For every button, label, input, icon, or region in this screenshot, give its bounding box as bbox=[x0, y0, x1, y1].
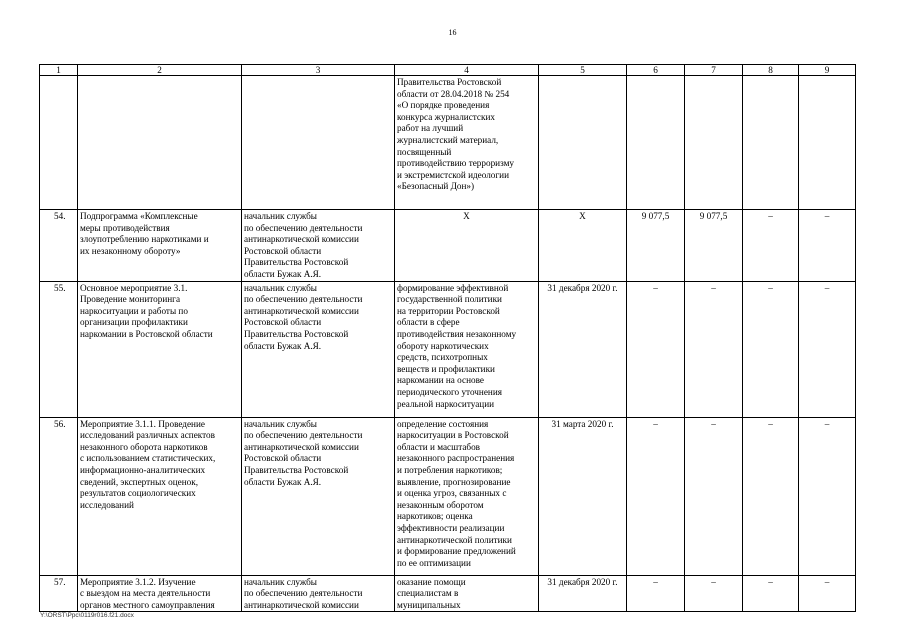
responsible-executor-line: антинаркотической комиссии bbox=[244, 234, 359, 245]
measure-name-line: с использованием статистических, bbox=[80, 453, 216, 464]
responsible-executor-line: Правительства Ростовской bbox=[244, 328, 349, 339]
federal-budget: – bbox=[743, 281, 799, 417]
responsible-executor-line: области Бужак А.Я. bbox=[244, 268, 322, 279]
expected-result-line: Х bbox=[463, 211, 470, 221]
completion-date bbox=[539, 76, 627, 210]
header-cell: 8 bbox=[743, 65, 799, 76]
measure-name-line: наркомании в Ростовской области bbox=[80, 328, 213, 339]
measure-name-line: результатов социологических bbox=[80, 488, 196, 499]
table-row bbox=[40, 417, 856, 575]
expected-result-line: журналистский материал, bbox=[397, 134, 499, 145]
responsible-executor-line: Ростовской области bbox=[244, 245, 322, 256]
expected-result-line: антинаркотической политики bbox=[397, 534, 512, 545]
header-cell: 1 bbox=[40, 65, 78, 76]
responsible-executor-line: области Бужак А.Я. bbox=[244, 340, 322, 351]
header-cell: 4 bbox=[395, 65, 539, 76]
responsible-executor-line: по обеспечению деятельности bbox=[244, 588, 363, 599]
expected-result-line: наркомании на основе bbox=[397, 375, 484, 386]
expected-result-line: и потребления наркотиков; bbox=[397, 464, 503, 475]
federal-budget: – bbox=[743, 417, 799, 575]
responsible-executor-line: начальник службы bbox=[244, 418, 317, 429]
responsible-executor bbox=[242, 76, 395, 210]
expected-result-line: области в сфере bbox=[397, 317, 460, 328]
measure-name bbox=[78, 210, 242, 282]
federal-budget: – bbox=[743, 575, 799, 612]
total-funding: 9 077,5 bbox=[627, 210, 685, 282]
regional-budget: – bbox=[685, 575, 743, 612]
expected-result-line: наркотиков; оценка bbox=[397, 511, 473, 522]
expected-result-line: средств, психотропных bbox=[397, 352, 488, 363]
responsible-executor-line: Правительства Ростовской bbox=[244, 464, 349, 475]
expected-result-line: государственной политики bbox=[397, 294, 502, 305]
expected-result-line: выявление, прогнозирование bbox=[397, 476, 511, 487]
total-funding: – bbox=[627, 281, 685, 417]
expected-result-line: «О порядке проведения bbox=[397, 100, 490, 111]
table-row bbox=[40, 281, 856, 417]
expected-result bbox=[395, 417, 539, 575]
expected-result-line: веществ и профилактики bbox=[397, 363, 495, 374]
file-path-footer: Y:\ORST\Ppc\0119r016.f21.docx bbox=[40, 612, 134, 619]
responsible-executor-line: Ростовской области bbox=[244, 453, 322, 464]
responsible-executor bbox=[242, 417, 395, 575]
measure-name-line: исследований различных аспектов bbox=[80, 430, 215, 441]
measure-name-line: информационно-аналитических bbox=[80, 464, 206, 475]
expected-result-line: эффективности реализации bbox=[397, 522, 505, 533]
row-number: 54. bbox=[40, 210, 78, 282]
row-number: 55. bbox=[40, 281, 78, 417]
other-sources: – bbox=[799, 417, 856, 575]
responsible-executor-line: Ростовской области bbox=[244, 317, 322, 328]
measure-name-line: Мероприятие 3.1.2. Изучение bbox=[80, 576, 196, 587]
expected-result bbox=[395, 281, 539, 417]
expected-result-line: Правительства Ростовской bbox=[397, 77, 502, 87]
regional-budget: 9 077,5 bbox=[685, 210, 743, 282]
measure-name-line: Основное мероприятие 3.1. bbox=[80, 282, 188, 293]
expected-result-line: формирование эффективной bbox=[397, 282, 509, 293]
measure-name-line: их незаконному обороту» bbox=[80, 245, 181, 256]
responsible-executor-line: антинаркотической комиссии bbox=[244, 599, 359, 610]
expected-result bbox=[395, 76, 539, 210]
expected-result bbox=[395, 210, 539, 282]
total-funding: – bbox=[627, 575, 685, 612]
measure-name bbox=[78, 76, 242, 210]
expected-result-line: и формирование предложений bbox=[397, 546, 516, 557]
responsible-executor-line: начальник службы bbox=[244, 576, 317, 587]
expected-result-line: работ на лучший bbox=[397, 123, 464, 134]
expected-result-line: области от 28.04.2018 № 254 bbox=[397, 88, 510, 99]
responsible-executor-line: антинаркотической комиссии bbox=[244, 305, 359, 316]
responsible-executor-line: по обеспечению деятельности bbox=[244, 222, 363, 233]
expected-result-line: реальной наркоситуации bbox=[397, 398, 495, 409]
responsible-executor bbox=[242, 210, 395, 282]
other-sources: – bbox=[799, 210, 856, 282]
responsible-executor-line: по обеспечению деятельности bbox=[244, 430, 363, 441]
row-number: 57. bbox=[40, 575, 78, 612]
expected-result-line: периодического уточнения bbox=[397, 386, 502, 397]
header-cell: 5 bbox=[539, 65, 627, 76]
responsible-executor bbox=[242, 575, 395, 612]
responsible-executor-line: начальник службы bbox=[244, 282, 317, 293]
table-row bbox=[40, 210, 856, 282]
expected-result-line: наркоситуации в Ростовской bbox=[397, 430, 509, 441]
completion-date: 31 декабря 2020 г. bbox=[539, 575, 627, 612]
header-cell: 6 bbox=[627, 65, 685, 76]
measure-name-line: меры противодействия bbox=[80, 222, 170, 233]
page-number: 16 bbox=[448, 28, 457, 37]
other-sources bbox=[799, 76, 856, 210]
completion-date: 31 декабря 2020 г. bbox=[539, 281, 627, 417]
row-number: 56. bbox=[40, 417, 78, 575]
measure-name-line: Подпрограмма «Комплексные bbox=[80, 211, 198, 221]
responsible-executor-line: начальник службы bbox=[244, 211, 317, 221]
other-sources: – bbox=[799, 281, 856, 417]
responsible-executor-line: области Бужак А.Я. bbox=[244, 476, 322, 487]
measure-name-line: наркоситуации и работы по bbox=[80, 305, 188, 316]
program-table bbox=[39, 64, 856, 612]
measure-name-line: Мероприятие 3.1.1. Проведение bbox=[80, 418, 205, 429]
expected-result-line: противодействию терроризму bbox=[397, 158, 514, 169]
table-row bbox=[40, 575, 856, 612]
measure-name-line: исследований bbox=[80, 499, 134, 510]
expected-result-line: незаконным оборотом bbox=[397, 499, 484, 510]
header-cell: 7 bbox=[685, 65, 743, 76]
completion-date: 31 марта 2020 г. bbox=[539, 417, 627, 575]
expected-result-line: незаконного распространения bbox=[397, 453, 515, 464]
expected-result-line: обороту наркотических bbox=[397, 340, 489, 351]
expected-result-line: оказание помощи bbox=[397, 576, 466, 587]
responsible-executor-line: по обеспечению деятельности bbox=[244, 294, 363, 305]
measure-name-line: сведений, экспертных оценок, bbox=[80, 476, 198, 487]
expected-result-line: конкурса журналистских bbox=[397, 111, 495, 122]
measure-name bbox=[78, 575, 242, 612]
measure-name bbox=[78, 281, 242, 417]
header-cell: 2 bbox=[78, 65, 242, 76]
measure-name-line: незаконного оборота наркотиков bbox=[80, 441, 208, 452]
expected-result-line: на территории Ростовской bbox=[397, 305, 500, 316]
expected-result-line: по ее оптимизации bbox=[397, 557, 471, 568]
responsible-executor-line: Правительства Ростовской bbox=[244, 257, 349, 268]
expected-result-line: посвященный bbox=[397, 146, 452, 157]
header-row bbox=[40, 65, 856, 76]
measure-name-line: злоупотреблению наркотиками и bbox=[80, 234, 209, 245]
responsible-executor bbox=[242, 281, 395, 417]
measure-name bbox=[78, 417, 242, 575]
header-cell: 3 bbox=[242, 65, 395, 76]
expected-result-line: и экстремистской идеологии bbox=[397, 169, 510, 180]
header-cell: 9 bbox=[799, 65, 856, 76]
expected-result-line: противодействия незаконному bbox=[397, 328, 517, 339]
completion-date: Х bbox=[539, 210, 627, 282]
measure-name-line: с выездом на места деятельности bbox=[80, 588, 211, 599]
expected-result bbox=[395, 575, 539, 612]
total-funding bbox=[627, 76, 685, 210]
expected-result-line: определение состояния bbox=[397, 418, 489, 429]
expected-result-line: и оценка угроз, связанных с bbox=[397, 488, 507, 499]
regional-budget bbox=[685, 76, 743, 210]
regional-budget: – bbox=[685, 417, 743, 575]
measure-name-line: органов местного самоуправления bbox=[80, 599, 215, 610]
expected-result-line: области и масштабов bbox=[397, 441, 481, 452]
federal-budget: – bbox=[743, 210, 799, 282]
other-sources: – bbox=[799, 575, 856, 612]
federal-budget bbox=[743, 76, 799, 210]
regional-budget: – bbox=[685, 281, 743, 417]
measure-name-line: организации профилактики bbox=[80, 317, 188, 328]
row-number bbox=[40, 76, 78, 210]
expected-result-line: «Безопасный Дон») bbox=[397, 181, 475, 192]
responsible-executor-line: антинаркотической комиссии bbox=[244, 441, 359, 452]
measure-name-line: Проведение мониторинга bbox=[80, 294, 181, 305]
expected-result-line: муниципальных bbox=[397, 599, 461, 610]
table-row bbox=[40, 76, 856, 210]
total-funding: – bbox=[627, 417, 685, 575]
expected-result-line: специалистам в bbox=[397, 588, 459, 599]
